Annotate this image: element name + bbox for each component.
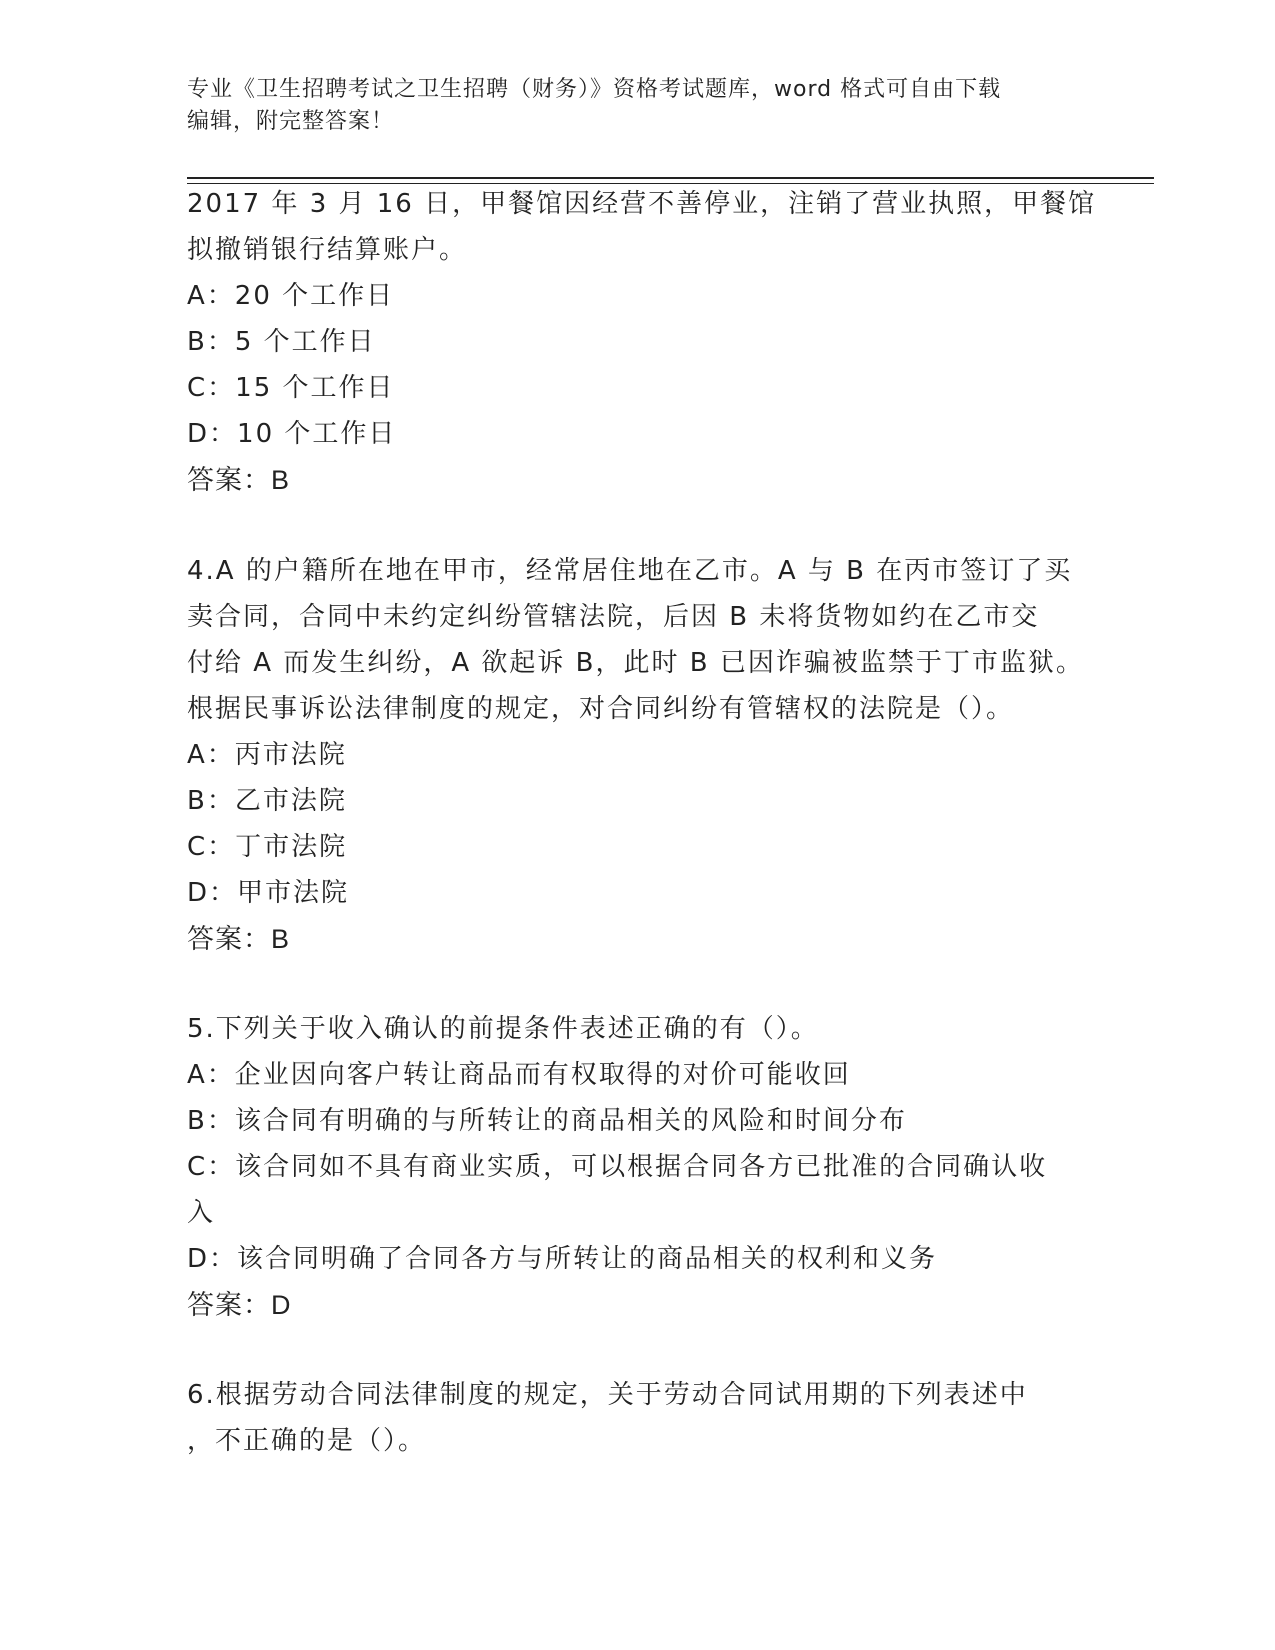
option-b: B：5 个工作日	[187, 327, 376, 357]
question-5	[187, 1006, 1087, 1328]
option-d: D：该合同明确了合同各方与所转让的商品相关的权利和义务	[187, 1244, 938, 1274]
option-a: A：丙市法院	[187, 740, 347, 770]
option-c: C：15 个工作日	[187, 373, 395, 403]
question-stem-line: 根据民事诉讼法律制度的规定，对合同纠纷有管辖权的法院是（）。	[187, 694, 1015, 724]
question-stem-line: ，不正确的是（）。	[187, 1426, 427, 1456]
header-divider-thick	[187, 177, 1154, 179]
question-stem-line: 2017 年 3 月 16 日，甲餐馆因经营不善停业，注销了营业执照，甲餐馆	[187, 189, 1097, 219]
question-stem-line: 拟撤销银行结算账户。	[187, 235, 468, 265]
option-b: B：该合同有明确的与所转让的商品相关的风险和时间分布	[187, 1106, 907, 1136]
option-b: B：乙市法院	[187, 786, 347, 816]
question-stem-line: 卖合同，合同中未约定纠纷管辖法院，后因 B 未将货物如约在乙市交	[187, 602, 1040, 632]
answer-label: 答案：B	[187, 465, 291, 495]
header-line-2: 编辑，附完整答案！	[187, 109, 395, 134]
question-stem-line: 付给 A 而发生纠纷，A 欲起诉 B，此时 B 已因诈骗被监禁于丁市监狱。	[187, 648, 1084, 678]
header-line-1: 专业《卫生招聘考试之卫生招聘（财务）》资格考试题库，word 格式可自由下载	[187, 77, 1002, 102]
option-d: D：10 个工作日	[187, 419, 397, 449]
document-header	[187, 74, 1087, 138]
question-stem-line: 5.下列关于收入确认的前提条件表述正确的有（）。	[187, 1014, 819, 1044]
answer-label: 答案：D	[187, 1290, 292, 1320]
question-6	[187, 1372, 1087, 1464]
question-stem-line: 6.根据劳动合同法律制度的规定，关于劳动合同试用期的下列表述中	[187, 1380, 1028, 1410]
option-c: C：丁市法院	[187, 832, 348, 862]
option-c-continued: 入	[187, 1198, 216, 1228]
question-stem-line: 4.A 的户籍所在地在甲市，经常居住地在乙市。A 与 B 在丙市签订了买	[187, 556, 1073, 586]
option-d: D：甲市法院	[187, 878, 350, 908]
option-a: A：企业因向客户转让商品而有权取得的对价可能收回	[187, 1060, 851, 1090]
option-a: A：20 个工作日	[187, 281, 395, 311]
answer-label: 答案：B	[187, 924, 291, 954]
question-4	[187, 548, 1087, 962]
question-3	[187, 181, 1097, 503]
option-c: C：该合同如不具有商业实质，可以根据合同各方已批准的合同确认收	[187, 1152, 1048, 1182]
